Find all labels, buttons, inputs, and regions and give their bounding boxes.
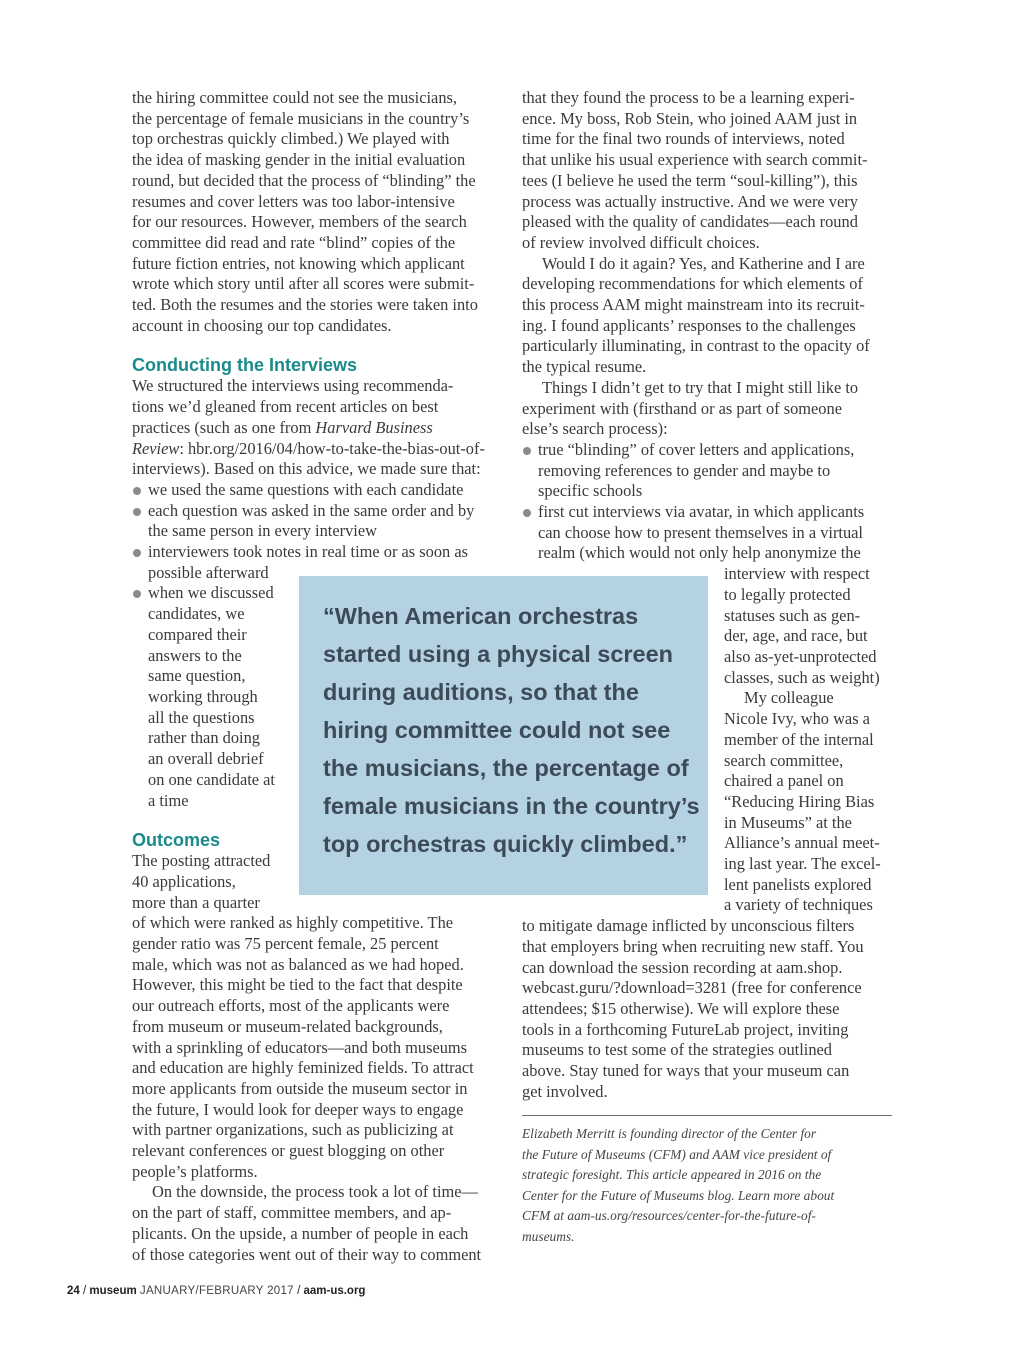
- text-line: true “blinding” of cover letters and applications,: [538, 439, 855, 459]
- outcomes-paragraph: [132, 851, 504, 1182]
- text-line: the idea of masking gender in the initial evaluation: [132, 150, 466, 170]
- text-line: experiment with (firsthand or as part of someone: [522, 398, 842, 418]
- text-line: specific schools: [538, 481, 643, 501]
- text-line: member of the internal: [724, 729, 874, 749]
- text-line: can choose how to present themselves in a virtual: [538, 522, 863, 542]
- text-line: tions we’d gleaned from recent articles on best: [132, 397, 439, 417]
- text-line: same question,: [148, 666, 246, 686]
- text-line: to mitigate damage inflicted by unconscious filters: [522, 916, 855, 936]
- text-line: relevant conferences or guest blogging on other: [132, 1141, 445, 1161]
- text-line: also as-yet-unprotected: [724, 646, 877, 666]
- text-line: Things I didn’t get to try that I might still like to: [542, 377, 859, 397]
- text-line: on the part of staff, committee members, and ap-: [132, 1203, 452, 1223]
- text-line: candidates, we: [148, 604, 245, 624]
- page-number: 24: [67, 1285, 80, 1297]
- text-line: process was actually instructive. And we were very: [522, 191, 858, 211]
- list-item: [522, 440, 894, 502]
- magazine-name: museum: [89, 1285, 137, 1297]
- text-line: in Museums” at the: [724, 812, 852, 832]
- text-line: the future, I would look for deeper ways to engage: [132, 1099, 464, 1119]
- text-line: to legally protected: [724, 584, 851, 604]
- bio-divider: [522, 1115, 892, 1116]
- text-line: the percentage of female musicians in the country’s: [132, 108, 470, 128]
- text-line: of which were ranked as highly competitive. The: [132, 913, 454, 933]
- text-line: attendees; $15 otherwise). We will explore these: [522, 998, 840, 1018]
- text-line: Would I do it again? Yes, and Katherine and I are: [542, 253, 865, 273]
- text-line: time for the final two rounds of interviews, noted: [522, 129, 845, 149]
- text-line: our outreach efforts, most of the applicants were: [132, 996, 450, 1016]
- text-line: top orchestras quickly climbed.”: [323, 831, 688, 857]
- text-line: this process AAM might mainstream into its recruit-: [522, 295, 865, 315]
- text-line: that employers bring when recruiting new staff. You: [522, 936, 864, 956]
- text-line: der, age, and race, but: [724, 626, 868, 646]
- text-line: interviewers took notes in real time or as soon as: [148, 542, 468, 562]
- text-line: on one candidate at: [148, 769, 275, 789]
- text-line: else’s search process):: [522, 419, 668, 439]
- text-line: an overall debrief: [148, 749, 264, 769]
- again-paragraph: [522, 254, 894, 378]
- text-line: webcast.guru/?download=3281 (free for conference: [522, 978, 862, 998]
- text-line: The posting attracted: [132, 851, 271, 871]
- website-link[interactable]: aam-us.org: [303, 1285, 366, 1297]
- mitigate-paragraph: [522, 916, 894, 1102]
- text-line: with partner organizations, such as publicizing at: [132, 1120, 454, 1140]
- text-line: “When American orchestras: [323, 603, 639, 629]
- text-line: the hiring committee could not see the musicians,: [132, 88, 458, 107]
- journal-title-part: Harvard Business: [315, 417, 433, 437]
- text-line: we used the same questions with each candidate: [148, 479, 464, 499]
- intro-paragraph: [132, 88, 504, 336]
- things-paragraph: [522, 378, 894, 440]
- text-line: each question was asked in the same order and by: [148, 500, 475, 520]
- text-line: interview with respect: [724, 564, 870, 584]
- learning-paragraph: [522, 88, 894, 254]
- list-item: [132, 501, 504, 542]
- pull-quote-box: [299, 576, 708, 895]
- text-line: practices (such as one from: [132, 417, 316, 437]
- issue-date: JANUARY/FEBRUARY 2017: [139, 1285, 294, 1297]
- text-line: all the questions: [148, 707, 255, 727]
- text-line: plicants. On the upside, a number of people in each: [132, 1223, 469, 1243]
- text-line: compared their: [148, 624, 247, 644]
- text-line: first cut interviews via avatar, in which applicants: [538, 502, 865, 522]
- text-line: developing recommendations for which elements of: [522, 274, 863, 294]
- text-line: particularly illuminating, in contrast to the opacity of: [522, 336, 870, 356]
- footer-separator: /: [83, 1285, 87, 1297]
- text-line: a variety of techniques: [724, 895, 873, 915]
- text-line: Alliance’s annual meet-: [724, 833, 880, 853]
- text-line: that they found the process to be a learning experi-: [522, 88, 855, 107]
- text-line: strategic foresight. This article appeared in 2016 on the: [522, 1167, 822, 1183]
- interviews-paragraph: [132, 376, 504, 480]
- text-line: from museum or museum-related backgrounds,: [132, 1016, 443, 1036]
- text-line: gender ratio was 75 percent female, 25 percent: [132, 934, 439, 954]
- experiment-bullet-list: [522, 440, 894, 564]
- text-line: future fiction entries, not knowing which applicant: [132, 253, 465, 273]
- list-item: [132, 480, 504, 501]
- text-line: ence. My boss, Rob Stein, who joined AAM just in: [522, 108, 858, 128]
- text-line: more than a quarter: [132, 892, 260, 912]
- text-line: answers to the: [148, 645, 242, 665]
- source-link-text: : hbr.org/2016/04/how-to-take-the-bias-out-of-: [179, 438, 485, 458]
- text-line: the same person in every interview: [148, 521, 377, 541]
- text-line: tees (I believe he used the term “soul-killing”), this: [522, 170, 858, 190]
- section-heading-outcomes: Outcomes: [132, 830, 221, 851]
- text-line: get involved.: [522, 1081, 608, 1101]
- text-line: tools in a forthcoming FutureLab project, inviting: [522, 1019, 849, 1039]
- text-line: resumes and cover letters was too labor-intensive: [132, 191, 455, 211]
- text-line: possible afterward: [148, 562, 269, 582]
- text-line: We structured the interviews using recommenda-: [132, 376, 454, 396]
- text-line: interviews). Based on this advice, we made sure that:: [132, 459, 481, 479]
- text-line: account in choosing our top candidates.: [132, 315, 392, 335]
- text-line: Nicole Ivy, who was a: [724, 709, 870, 729]
- text-line: top orchestras quickly climbed.) We played with: [132, 129, 450, 149]
- text-line: Center for the Future of Museums blog. Learn more about: [522, 1187, 835, 1203]
- text-line: of review involved difficult choices.: [522, 232, 760, 252]
- text-line: statuses such as gen-: [724, 605, 861, 625]
- text-line: the musicians, the percentage of: [323, 755, 689, 781]
- text-line: during auditions, so that the: [323, 679, 639, 705]
- text-line: ing last year. The excel-: [724, 854, 881, 874]
- text-line: with a sprinkling of educators—and both museums: [132, 1037, 468, 1057]
- text-line: above. Stay tuned for ways that your museum can: [522, 1061, 850, 1081]
- text-line: hiring committee could not see: [323, 717, 671, 743]
- text-line: On the downside, the process took a lot of time—: [152, 1182, 478, 1202]
- downside-paragraph: [132, 1182, 504, 1265]
- text-line: started using a physical screen: [323, 641, 674, 667]
- journal-title-part: Review: [132, 438, 180, 458]
- text-line: classes, such as weight): [724, 667, 880, 687]
- text-line: committee did read and rate “blind” copies of the: [132, 232, 456, 252]
- section-heading-interviews: Conducting the Interviews: [132, 355, 358, 376]
- text-line: However, this might be tied to the fact that despite: [132, 975, 463, 995]
- text-line: lent panelists explored: [724, 874, 872, 894]
- list-item: [522, 502, 894, 564]
- text-line: 40 applications,: [132, 871, 236, 891]
- text-line: of those categories went out of their way to comment: [132, 1244, 482, 1264]
- text-line: ing. I found applicants’ responses to the challenges: [522, 315, 856, 335]
- text-line: when we discussed: [148, 583, 274, 603]
- text-line: can download the session recording at aam.shop.: [522, 957, 843, 977]
- text-line: and education are highly feminized fields. To attract: [132, 1058, 474, 1078]
- text-line: male, which was not as balanced as we had hoped.: [132, 954, 464, 974]
- text-line: removing references to gender and maybe to: [538, 460, 831, 480]
- text-line: more applicants from outside the museum sector in: [132, 1078, 468, 1098]
- footer-separator: /: [297, 1285, 301, 1297]
- text-line: a time: [148, 790, 189, 810]
- pull-quote-text: [323, 597, 700, 863]
- page-footer: [67, 1285, 365, 1297]
- text-line: working through: [148, 686, 258, 706]
- text-line: people’s platforms.: [132, 1161, 258, 1181]
- text-line: CFM at aam-us.org/resources/center-for-the-future-of-: [522, 1208, 816, 1224]
- text-line: search committee,: [724, 750, 844, 770]
- text-line: round, but decided that the process of “blinding” the: [132, 170, 476, 190]
- text-line: My colleague: [744, 688, 834, 708]
- text-line: the typical resume.: [522, 357, 647, 377]
- text-line: pleased with the quality of candidates—each round: [522, 212, 858, 232]
- text-line: chaired a panel on: [724, 771, 844, 791]
- text-line: wrote which story until after all scores were submit-: [132, 274, 475, 294]
- text-line: the Future of Museums (CFM) and AAM vice president of: [522, 1146, 832, 1162]
- text-line: Elizabeth Merritt is founding director of the Center for: [522, 1126, 817, 1141]
- text-line: “Reducing Hiring Bias: [724, 791, 875, 811]
- text-line: female musicians in the country’s: [323, 793, 700, 819]
- text-line: for our resources. However, members of the search: [132, 212, 467, 232]
- text-line: that unlike his usual experience with search commit-: [522, 150, 868, 170]
- text-line: museums.: [522, 1228, 575, 1244]
- text-line: museums to test some of the strategies outlined: [522, 1040, 833, 1060]
- text-line: realm (which would not only help anonymize the: [538, 543, 861, 563]
- text-line: ted. Both the resumes and the stories were taken into: [132, 295, 478, 315]
- text-line: rather than doing: [148, 728, 260, 748]
- author-bio: [522, 1124, 894, 1248]
